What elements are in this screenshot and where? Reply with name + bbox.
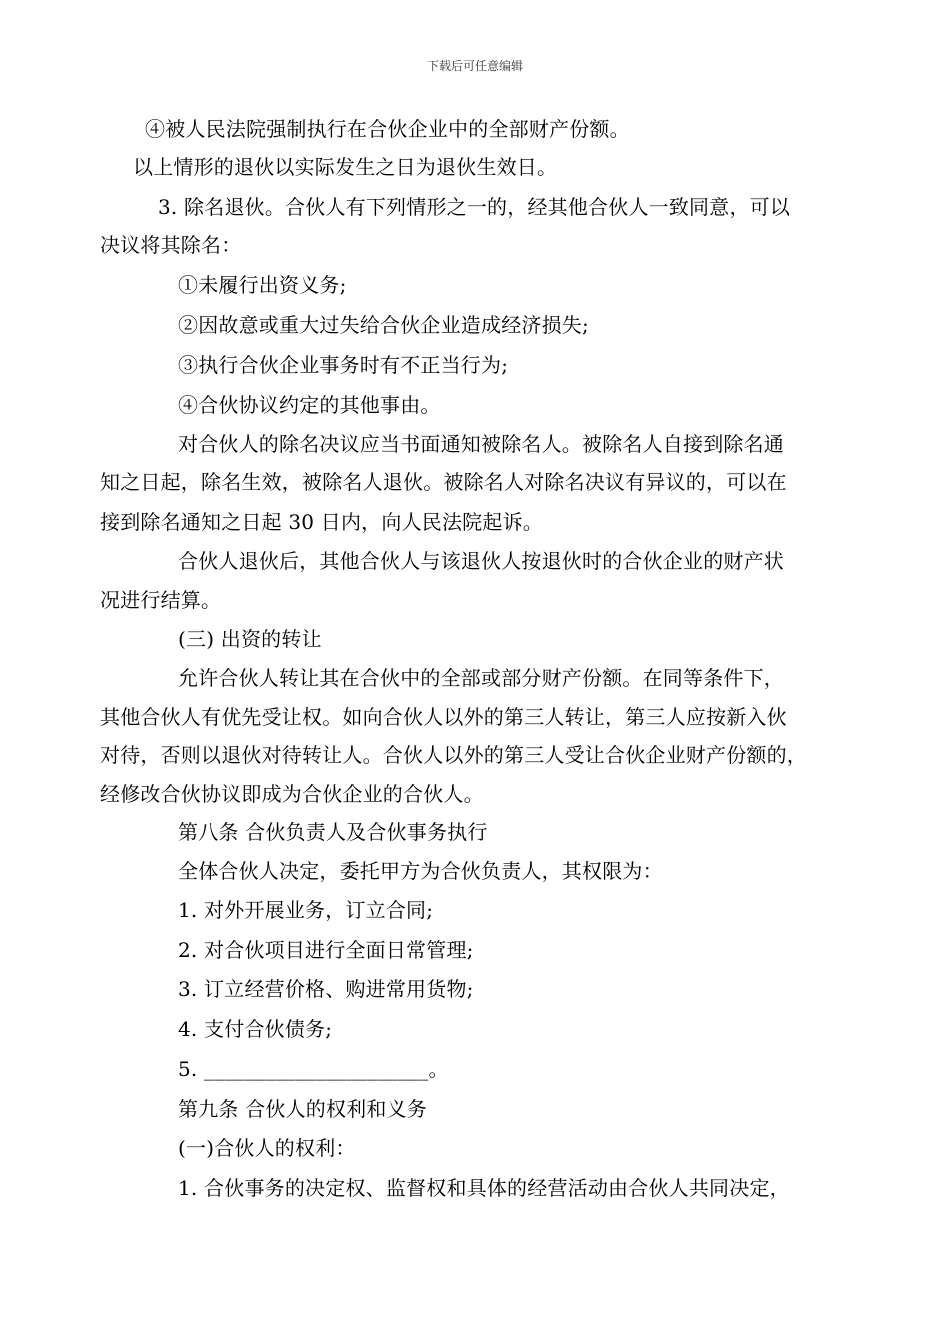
text-line: 合伙人退伙后，其他合伙人与该退伙人按退伙时的合伙企业的财产状 [178, 549, 784, 573]
text-line: 其他合伙人有优先受让权。如向合伙人以外的第三人转让，第三人应按新入伙 [100, 705, 787, 729]
list-item: 1. 对外开展业务，订立合同; [178, 898, 434, 922]
text-line: 决议将其除名： [100, 233, 242, 257]
page-header: 下载后可任意编辑 [426, 59, 523, 73]
text-line: 允许合伙人转让其在合伙中的全部或部分财产份额。在同等条件下， [178, 666, 784, 690]
text-line: 对合伙人的除名决议应当书面通知被除名人。被除名人自接到除名通 [178, 432, 784, 456]
text-line: ③执行合伙企业事务时有不正当行为; [178, 353, 509, 377]
text-line: 接到除名通知之日起 30 日内，向人民法院起诉。 [100, 510, 543, 534]
text-line: 经修改合伙协议即成为合伙企业的合伙人。 [100, 782, 484, 806]
text-line: 对待，否则以退伙对待转让人。合伙人以外的第三人受让合伙企业财产份额的， [100, 743, 807, 767]
list-item: 2. 对合伙项目进行全面日常管理; [178, 938, 474, 962]
text-line: 知之日起，除名生效，被除名人退伙。被除名人对除名决议有异议的，可以在 [100, 470, 787, 494]
section-heading: (一)合伙人的权利： [178, 1136, 356, 1160]
text-line: 以上情形的退伙以实际发生之日为退伙生效日。 [133, 155, 558, 179]
list-item: 3. 订立经营价格、购进常用货物; [178, 977, 474, 1001]
text-line: ②因故意或重大过失给合伙企业造成经济损失; [178, 313, 589, 337]
text-line: 3. 除名退伙。合伙人有下列情形之一的，经其他合伙人一致同意，可以 [158, 195, 791, 219]
list-item: 5. ______________________。 [178, 1057, 449, 1081]
list-item: 4. 支付合伙债务; [178, 1017, 333, 1041]
article-heading: 第九条 合伙人的权利和义务 [178, 1097, 427, 1121]
text-line: 况进行结算。 [100, 588, 222, 612]
text-line: 全体合伙人决定，委托甲方为合伙负责人，其权限为： [178, 859, 663, 883]
article-heading: 第八条 合伙负责人及合伙事务执行 [178, 820, 488, 844]
text-line: ④被人民法院强制执行在合伙企业中的全部财产份额。 [145, 117, 630, 141]
list-item: 1. 合伙事务的决定权、监督权和具体的经营活动由合伙人共同决定， [178, 1176, 790, 1200]
text-line: ①未履行出资义务; [178, 273, 347, 297]
section-heading: (三) 出资的转让 [178, 627, 322, 651]
text-line: ④合伙协议约定的其他事由。 [178, 393, 441, 417]
